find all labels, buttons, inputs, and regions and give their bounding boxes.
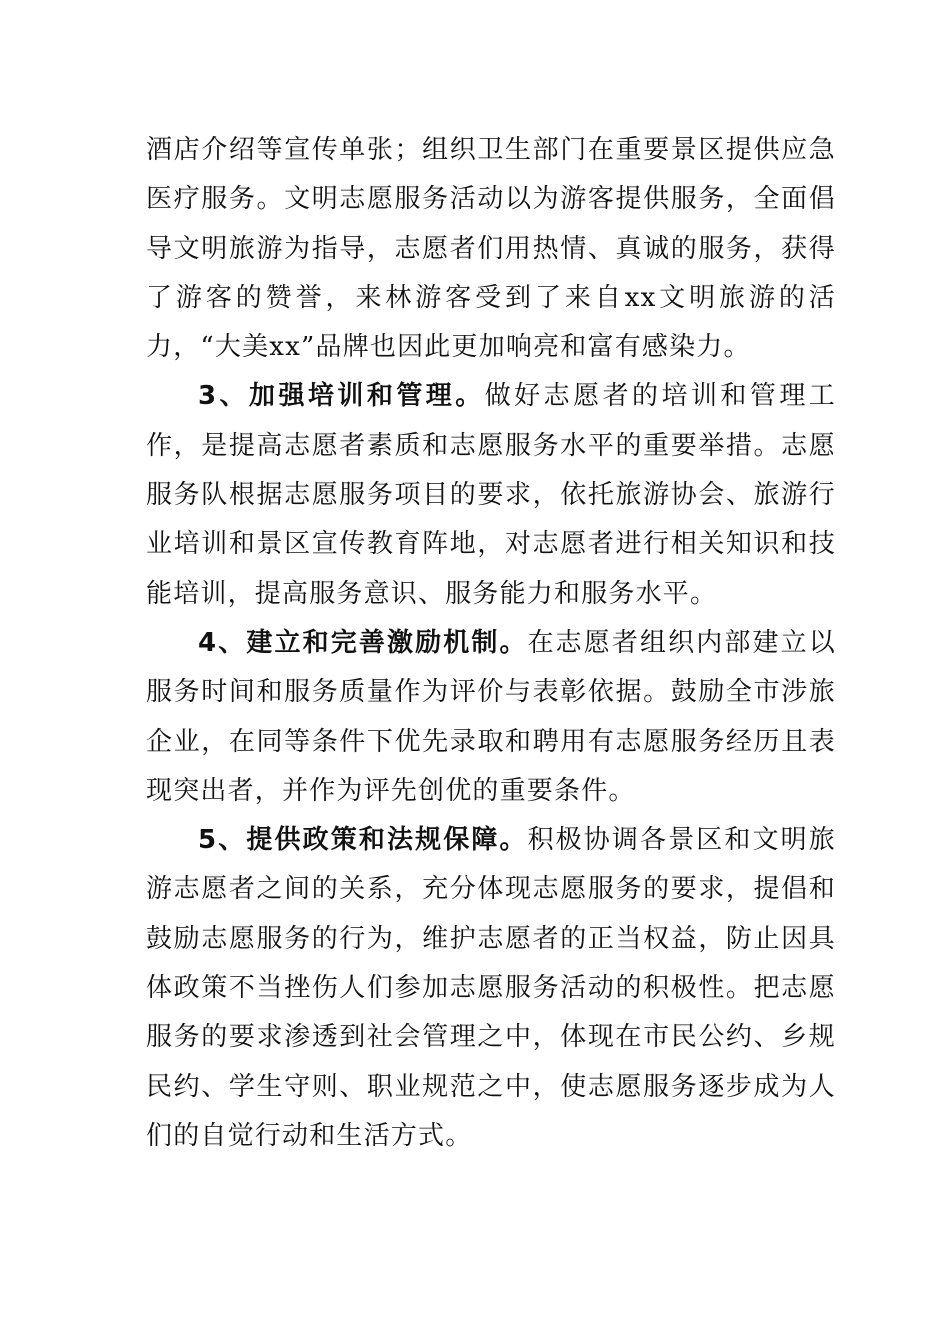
section-heading: 4、建立和完善激励机制。 <box>198 627 528 658</box>
paragraph-text: 积极协调各景区和文明旅游志愿者之间的关系，充分体现志愿服务的要求，提倡和鼓励志愿服务的行为，维护志愿者的正当权益，防止因具体政策不当挫伤人们参加志愿服务活动的积极性。把志愿服务的要求渗透到社会管理之中，体现在市民公约、乡规民约、学生守则、职业规范之中，使志愿服务逐步成为人们的自觉行动和生活方式。 <box>146 825 836 1151</box>
paragraph-training <box>146 372 836 618</box>
section-heading: 3、加强培训和管理。 <box>198 381 485 412</box>
paragraph-text: 做好志愿者的培训和管理工作，是提高志愿者素质和志愿服务水平的重要举措。志愿服务队根据志愿服务项目的要求，依托旅游协会、旅游行业培训和景区宣传教育阵地，对志愿者进行相关知识和技能培训，提高服务意识、服务能力和服务水平。 <box>146 381 837 609</box>
paragraph-continuation <box>146 126 836 372</box>
paragraph-text: 在志愿者组织内部建立以服务时间和服务质量作为评价与表彰依据。鼓励全市涉旅企业，在同等条件下优先录取和聘用有志愿服务经历且表现突出者，并作为评先创优的重要条件。 <box>146 627 836 806</box>
document-body <box>146 126 836 1161</box>
section-heading: 5、提供政策和法规保障。 <box>198 825 528 856</box>
paragraph-text: 酒店介绍等宣传单张；组织卫生部门在重要景区提供应急医疗服务。文明志愿服务活动以为游客提供服务，全面倡导文明旅游为指导，志愿者们用热情、真诚的服务，获得了游客的赞誉，来林游客受到了来自xx文明旅游的活力，“大美xx”品牌也因此更加响亮和富有感染力。 <box>146 135 836 363</box>
paragraph-policy <box>146 816 836 1161</box>
paragraph-incentive <box>146 619 836 816</box>
